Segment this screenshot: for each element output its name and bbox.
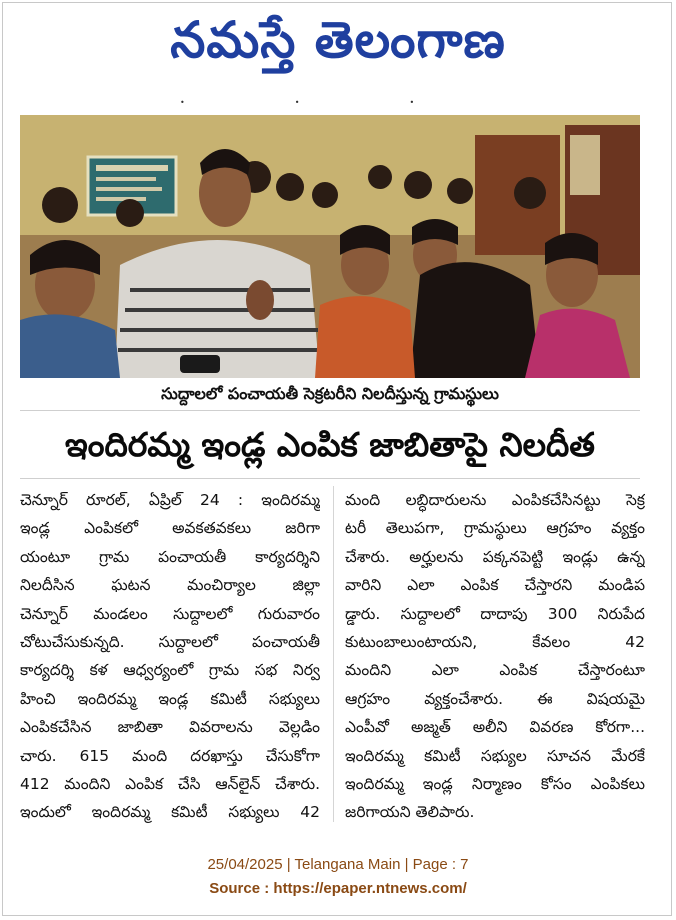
body-line: చెన్నూర్ మండలం సుద్దాలలో గురువారం: [20, 604, 320, 623]
body-line: కార్యదర్శి కళ ఆధ్వర్యంలో గ్రామ సభ నిర్వ: [20, 661, 320, 680]
body-line: మంది లబ్ధిదారులను ఎంపికచేసినట్టు సెక్ర: [345, 491, 645, 509]
footer-source-link[interactable]: Source : https://epaper.ntnews.com/: [209, 880, 467, 897]
body-line: కుటుంబాలుంటాయని, కేవలం 42: [345, 633, 645, 652]
body-line: ఇందిరమ్మ ఇండ్ల నిర్మాణం కోసం ఎంపికలు: [345, 775, 645, 794]
masthead-ornament: •••: [180, 98, 525, 107]
body-line: వారిని ఎలా ఎంపిక చేస్తారని మండిప: [345, 576, 645, 595]
body-line: చోటుచేసుకున్నది. సుద్దాలలో పంచాయతీ: [20, 633, 320, 652]
body-line: 412 మందిని ఎంపిక చేసి ఆన్‌లైన్ చేశారు.: [20, 775, 320, 794]
body-line: చెన్నూర్ రూరల్, ఏప్రిల్ 24 : ఇందిరమ్మ: [20, 491, 320, 509]
body-line: ఇందులో ఇందిరమ్మ కమిటీ సభ్యులు 42: [20, 803, 320, 822]
news-photo: [20, 115, 640, 378]
body-line: చేశారు. అర్హులను పక్కనపెట్టి ఇండ్లు ఉన్న: [345, 547, 645, 566]
article-column-right: [345, 486, 645, 826]
body-line: టరీ తెలుపగా, గ్రామస్థులు ఆగ్రహం వ్యక్తం: [345, 519, 645, 538]
body-line: డ్డారు. సుద్దాలలో దాదాపు 300 నిరుపేద: [345, 604, 645, 623]
divider: [20, 410, 640, 411]
body-line: నిలదీసిన ఘటన మంచిర్యాల జిల్లా: [20, 576, 320, 595]
article-headline: ఇందిరమ్మ ఇండ్ల ఎంపిక జాబితాపై నిలదీత: [65, 425, 595, 464]
body-line: ఇండ్ల ఎంపికలో అవకతవకలు జరిగా: [20, 519, 320, 538]
body-line: హించి ఇందిరమ్మ ఇండ్ల కమిటీ సభ్యులు: [20, 689, 320, 708]
article-column-left: [20, 486, 320, 826]
body-line: ఆగ్రహం వ్యక్తంచేశారు. ఈ విషయమై: [345, 689, 645, 708]
body-line: ఎంపికచేసిన జాబితా వివరాలను వెల్లడిం: [20, 718, 320, 737]
newspaper-masthead: నమస్తే తెలంగాణ: [170, 11, 506, 69]
divider: [20, 478, 640, 479]
body-line: ఇందిరమ్మ కమిటీ సభ్యుల సూచన మేరకే: [345, 746, 645, 765]
column-rule: [333, 486, 334, 822]
body-line: జరిగాయని తెలిపారు.: [345, 803, 475, 822]
news-photo-illustration: [20, 115, 640, 378]
footer-date-page: 25/04/2025 | Telangana Main | Page : 7: [207, 856, 469, 873]
body-line: చారు. 615 మంది దరఖాస్తు చేసుకోగా: [20, 746, 320, 765]
photo-caption: సుద్దాలలో పంచాయతీ సెక్రటరీని నిలదీస్తున్న గ్రామస్థులు: [20, 378, 640, 410]
body-line: యంటూ గ్రామ పంచాయతీ కార్యదర్శిని: [20, 547, 320, 566]
body-line: మందిని ఎలా ఎంపిక చేస్తారంటూ: [345, 661, 645, 680]
body-line: ఎంపీవో అజ్మత్ అలీని వివరణ కోరగా...: [345, 718, 645, 737]
